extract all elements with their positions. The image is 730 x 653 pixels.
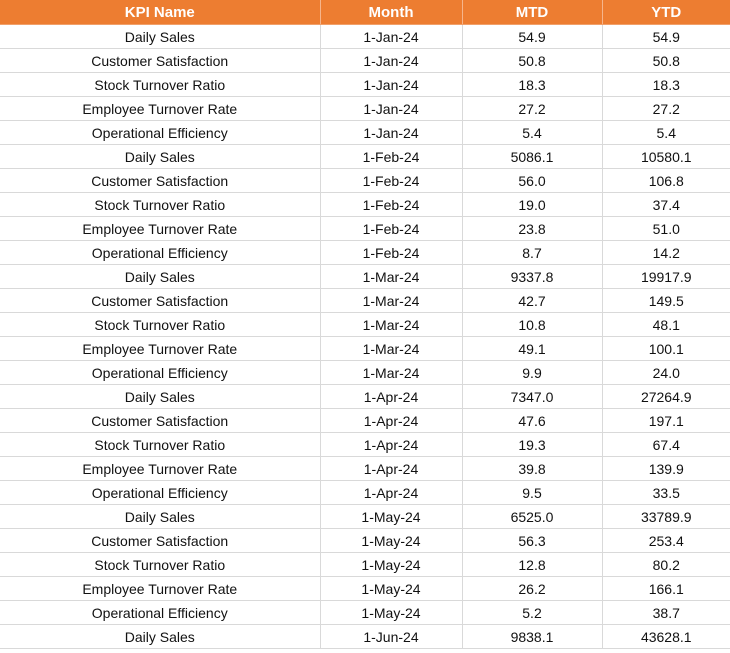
- table-row: [0, 505, 730, 529]
- cell-kpi-name[interactable]: Operational Efficiency: [0, 601, 320, 625]
- cell-kpi-name[interactable]: Daily Sales: [0, 625, 320, 649]
- cell-kpi-name[interactable]: Daily Sales: [0, 385, 320, 409]
- cell-mtd[interactable]: 42.7: [462, 289, 602, 313]
- cell-kpi-name[interactable]: Stock Turnover Ratio: [0, 313, 320, 337]
- cell-ytd[interactable]: 27.2: [602, 97, 730, 121]
- table-row: [0, 337, 730, 361]
- cell-ytd[interactable]: 19917.9: [602, 265, 730, 289]
- cell-month[interactable]: 1-Feb-24: [320, 193, 462, 217]
- cell-kpi-name[interactable]: Daily Sales: [0, 505, 320, 529]
- cell-month[interactable]: 1-May-24: [320, 601, 462, 625]
- cell-month[interactable]: 1-Feb-24: [320, 145, 462, 169]
- table-header: [0, 0, 730, 25]
- cell-mtd[interactable]: 56.0: [462, 169, 602, 193]
- cell-month[interactable]: 1-May-24: [320, 505, 462, 529]
- table-row: [0, 601, 730, 625]
- cell-kpi-name[interactable]: Customer Satisfaction: [0, 409, 320, 433]
- table-row: [0, 457, 730, 481]
- cell-ytd[interactable]: 253.4: [602, 529, 730, 553]
- cell-mtd[interactable]: 5.4: [462, 121, 602, 145]
- cell-ytd[interactable]: 37.4: [602, 193, 730, 217]
- cell-ytd[interactable]: 48.1: [602, 313, 730, 337]
- table-row: [0, 385, 730, 409]
- table-row: [0, 25, 730, 49]
- cell-month[interactable]: 1-Jan-24: [320, 49, 462, 73]
- cell-mtd[interactable]: 47.6: [462, 409, 602, 433]
- table-row: [0, 265, 730, 289]
- cell-ytd[interactable]: 139.9: [602, 457, 730, 481]
- header-ytd[interactable]: YTD: [602, 0, 730, 25]
- table-row: [0, 193, 730, 217]
- cell-kpi-name[interactable]: Daily Sales: [0, 265, 320, 289]
- table-row: [0, 121, 730, 145]
- cell-month[interactable]: 1-Jan-24: [320, 25, 462, 49]
- cell-mtd[interactable]: 8.7: [462, 241, 602, 265]
- table-row: [0, 169, 730, 193]
- cell-mtd[interactable]: 7347.0: [462, 385, 602, 409]
- cell-month[interactable]: 1-Feb-24: [320, 217, 462, 241]
- cell-kpi-name[interactable]: Operational Efficiency: [0, 361, 320, 385]
- cell-ytd[interactable]: 18.3: [602, 73, 730, 97]
- table-row: [0, 241, 730, 265]
- table-row: [0, 577, 730, 601]
- cell-kpi-name[interactable]: Employee Turnover Rate: [0, 97, 320, 121]
- cell-mtd[interactable]: 49.1: [462, 337, 602, 361]
- cell-mtd[interactable]: 19.0: [462, 193, 602, 217]
- cell-mtd[interactable]: 10.8: [462, 313, 602, 337]
- cell-kpi-name[interactable]: Customer Satisfaction: [0, 169, 320, 193]
- cell-ytd[interactable]: 149.5: [602, 289, 730, 313]
- cell-ytd[interactable]: 166.1: [602, 577, 730, 601]
- cell-month[interactable]: 1-Jan-24: [320, 97, 462, 121]
- table-row: [0, 97, 730, 121]
- cell-ytd[interactable]: 106.8: [602, 169, 730, 193]
- header-row: [0, 0, 730, 25]
- cell-month[interactable]: 1-Apr-24: [320, 409, 462, 433]
- cell-month[interactable]: 1-May-24: [320, 529, 462, 553]
- cell-kpi-name[interactable]: Stock Turnover Ratio: [0, 433, 320, 457]
- table-row: [0, 73, 730, 97]
- cell-mtd[interactable]: 9.5: [462, 481, 602, 505]
- cell-kpi-name[interactable]: Daily Sales: [0, 145, 320, 169]
- cell-mtd[interactable]: 9838.1: [462, 625, 602, 649]
- cell-mtd[interactable]: 54.9: [462, 25, 602, 49]
- header-month[interactable]: Month: [320, 0, 462, 25]
- cell-month[interactable]: 1-Apr-24: [320, 481, 462, 505]
- table-row: [0, 217, 730, 241]
- cell-month[interactable]: 1-Mar-24: [320, 337, 462, 361]
- table-row: [0, 625, 730, 649]
- cell-month[interactable]: 1-Apr-24: [320, 457, 462, 481]
- cell-mtd[interactable]: 26.2: [462, 577, 602, 601]
- table-row: [0, 145, 730, 169]
- cell-mtd[interactable]: 5086.1: [462, 145, 602, 169]
- cell-kpi-name[interactable]: Stock Turnover Ratio: [0, 73, 320, 97]
- cell-month[interactable]: 1-Feb-24: [320, 169, 462, 193]
- cell-kpi-name[interactable]: Daily Sales: [0, 25, 320, 49]
- cell-ytd[interactable]: 5.4: [602, 121, 730, 145]
- cell-ytd[interactable]: 67.4: [602, 433, 730, 457]
- table-row: [0, 361, 730, 385]
- cell-ytd[interactable]: 14.2: [602, 241, 730, 265]
- cell-ytd[interactable]: 33.5: [602, 481, 730, 505]
- cell-ytd[interactable]: 100.1: [602, 337, 730, 361]
- cell-month[interactable]: 1-Apr-24: [320, 385, 462, 409]
- cell-mtd[interactable]: 5.2: [462, 601, 602, 625]
- cell-ytd[interactable]: 33789.9: [602, 505, 730, 529]
- cell-month[interactable]: 1-Apr-24: [320, 433, 462, 457]
- cell-mtd[interactable]: 19.3: [462, 433, 602, 457]
- table-row: [0, 529, 730, 553]
- table-row: [0, 289, 730, 313]
- cell-kpi-name[interactable]: Operational Efficiency: [0, 481, 320, 505]
- cell-ytd[interactable]: 38.7: [602, 601, 730, 625]
- cell-month[interactable]: 1-Jun-24: [320, 625, 462, 649]
- cell-month[interactable]: 1-Mar-24: [320, 361, 462, 385]
- cell-kpi-name[interactable]: Customer Satisfaction: [0, 49, 320, 73]
- cell-ytd[interactable]: 51.0: [602, 217, 730, 241]
- cell-ytd[interactable]: 10580.1: [602, 145, 730, 169]
- table-row: [0, 553, 730, 577]
- cell-month[interactable]: 1-Mar-24: [320, 313, 462, 337]
- cell-month[interactable]: 1-Feb-24: [320, 241, 462, 265]
- table-row: [0, 409, 730, 433]
- cell-kpi-name[interactable]: Stock Turnover Ratio: [0, 193, 320, 217]
- cell-ytd[interactable]: 24.0: [602, 361, 730, 385]
- cell-mtd[interactable]: 23.8: [462, 217, 602, 241]
- cell-kpi-name[interactable]: Operational Efficiency: [0, 241, 320, 265]
- cell-kpi-name[interactable]: Employee Turnover Rate: [0, 217, 320, 241]
- cell-month[interactable]: 1-May-24: [320, 553, 462, 577]
- cell-kpi-name[interactable]: Employee Turnover Rate: [0, 577, 320, 601]
- cell-ytd[interactable]: 54.9: [602, 25, 730, 49]
- cell-month[interactable]: 1-May-24: [320, 577, 462, 601]
- cell-ytd[interactable]: 43628.1: [602, 625, 730, 649]
- cell-mtd[interactable]: 56.3: [462, 529, 602, 553]
- cell-ytd[interactable]: 27264.9: [602, 385, 730, 409]
- header-mtd[interactable]: MTD: [462, 0, 602, 25]
- cell-ytd[interactable]: 50.8: [602, 49, 730, 73]
- cell-kpi-name[interactable]: Customer Satisfaction: [0, 289, 320, 313]
- cell-kpi-name[interactable]: Customer Satisfaction: [0, 529, 320, 553]
- cell-kpi-name[interactable]: Employee Turnover Rate: [0, 457, 320, 481]
- table-row: [0, 313, 730, 337]
- cell-kpi-name[interactable]: Operational Efficiency: [0, 121, 320, 145]
- cell-month[interactable]: 1-Mar-24: [320, 265, 462, 289]
- cell-month[interactable]: 1-Jan-24: [320, 121, 462, 145]
- cell-mtd[interactable]: 9337.8: [462, 265, 602, 289]
- cell-month[interactable]: 1-Jan-24: [320, 73, 462, 97]
- table-row: [0, 433, 730, 457]
- table-body: [0, 25, 730, 649]
- cell-kpi-name[interactable]: Employee Turnover Rate: [0, 337, 320, 361]
- cell-mtd[interactable]: 18.3: [462, 73, 602, 97]
- cell-mtd[interactable]: 50.8: [462, 49, 602, 73]
- cell-mtd[interactable]: 9.9: [462, 361, 602, 385]
- cell-ytd[interactable]: 80.2: [602, 553, 730, 577]
- cell-month[interactable]: 1-Mar-24: [320, 289, 462, 313]
- table-row: [0, 49, 730, 73]
- cell-mtd[interactable]: 39.8: [462, 457, 602, 481]
- cell-mtd[interactable]: 6525.0: [462, 505, 602, 529]
- table-row: [0, 481, 730, 505]
- header-kpi-name[interactable]: KPI Name: [0, 0, 320, 25]
- cell-kpi-name[interactable]: Stock Turnover Ratio: [0, 553, 320, 577]
- cell-ytd[interactable]: 197.1: [602, 409, 730, 433]
- cell-mtd[interactable]: 12.8: [462, 553, 602, 577]
- cell-mtd[interactable]: 27.2: [462, 97, 602, 121]
